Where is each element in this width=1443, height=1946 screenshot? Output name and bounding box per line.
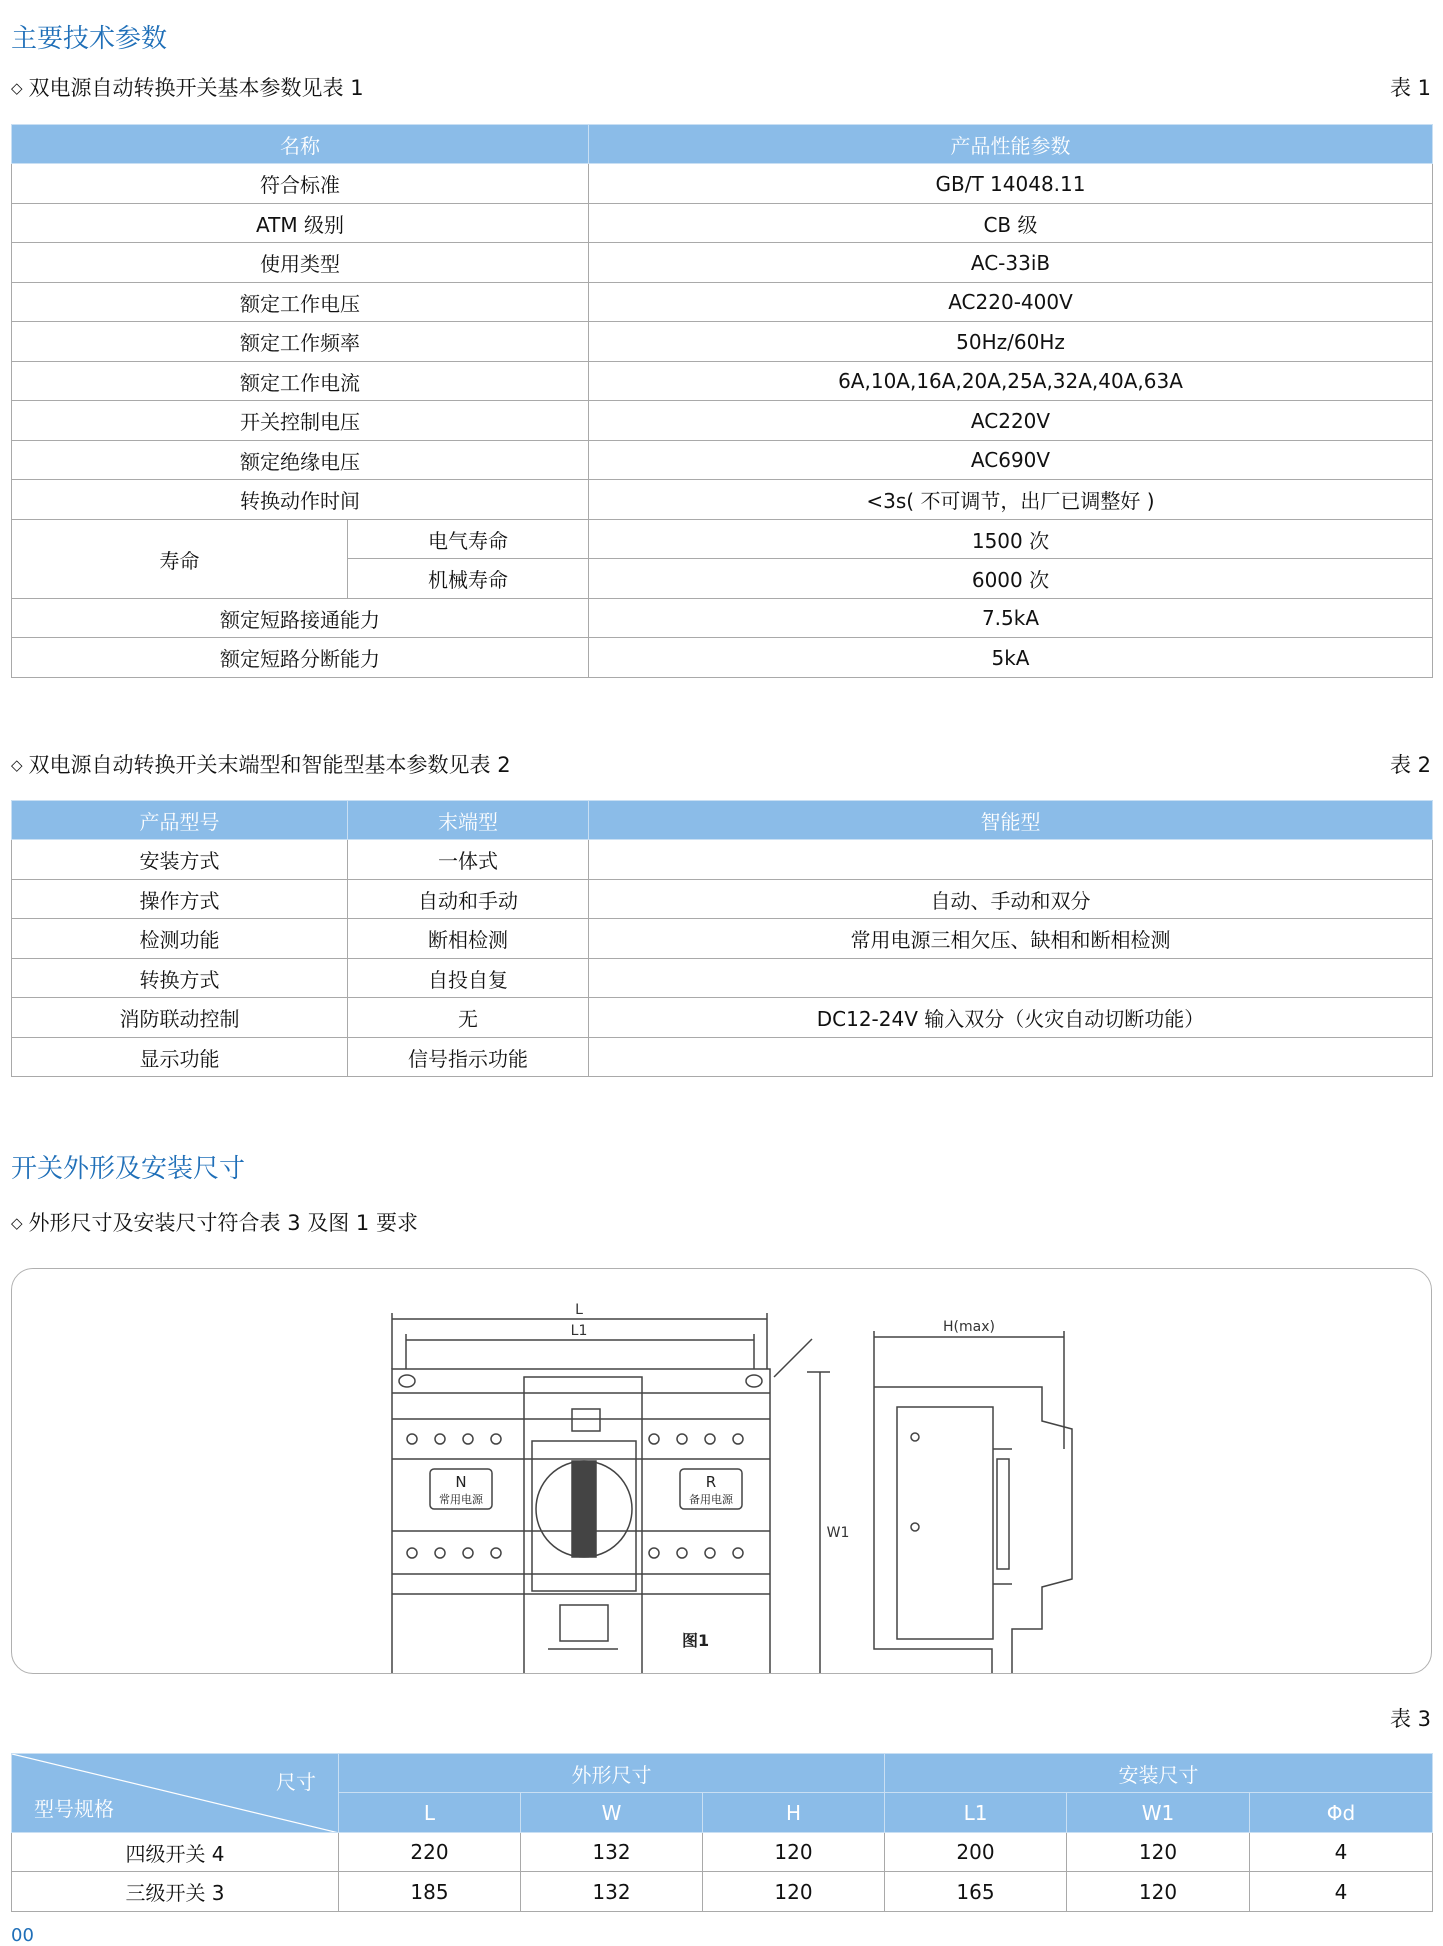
table1-electrical-life-label: 电气寿命	[348, 520, 589, 559]
table1-row-label: 额定短路接通能力	[12, 599, 589, 638]
table3-col-H: H	[703, 1793, 885, 1833]
table2-cell	[589, 840, 1433, 880]
table3-col-L1: L1	[885, 1793, 1067, 1833]
table3-row-name: 三级开关 3	[12, 1872, 339, 1912]
table2-cell: 无	[348, 998, 589, 1038]
table2-cell: 一体式	[348, 840, 589, 880]
dim-line-phi	[774, 1339, 812, 1377]
table2-cell: DC12-24V 输入双分（火灾自动切断功能）	[589, 998, 1433, 1038]
table3-cell: 4	[1250, 1872, 1433, 1912]
table1-row-label: 符合标准	[12, 164, 589, 204]
table2-header-model: 产品型号	[12, 801, 348, 840]
table1-row-label: 额定绝缘电压	[12, 441, 589, 480]
figure-label-R: R	[705, 1473, 717, 1491]
table1-row-value: AC220-400V	[589, 283, 1433, 322]
table2-header-terminal: 末端型	[348, 801, 589, 840]
table1-row-value: 50Hz/60Hz	[589, 322, 1433, 362]
table3-cell: 120	[1067, 1872, 1250, 1912]
table2-cell: 常用电源三相欠压、缺相和断相检测	[589, 919, 1433, 959]
diamond-icon: ◇	[11, 79, 23, 97]
table2-cell	[589, 1038, 1433, 1077]
table3-cell: 120	[1067, 1833, 1250, 1872]
table1-row-value: AC-33iB	[589, 243, 1433, 283]
table2-subtitle	[11, 751, 511, 781]
figure-subtitle	[11, 1209, 418, 1239]
table1-row-label: 转换动作时间	[12, 480, 589, 520]
table-2-model-comparison	[11, 800, 1433, 1077]
table3-cell: 132	[521, 1833, 703, 1872]
figure-label-R-sub: 备用电源	[689, 1493, 733, 1506]
figure-dim-W1: W1	[826, 1525, 850, 1541]
table3-diagonal-header	[12, 1754, 339, 1833]
table1-row-value: 6A,10A,16A,20A,25A,32A,40A,63A	[589, 362, 1433, 401]
table1-row-value: 7.5kA	[589, 599, 1433, 638]
table3-cell: 220	[339, 1833, 521, 1872]
table1-subtitle-text: 双电源自动转换开关基本参数见表 1	[28, 76, 364, 100]
diag-bottom-label: 型号规格	[34, 1797, 114, 1821]
table-3-dimensions	[11, 1753, 1433, 1912]
table3-group-outer: 外形尺寸	[339, 1754, 885, 1793]
table1-life-label: 寿命	[12, 520, 348, 599]
figure-dim-L1: L1	[570, 1323, 588, 1339]
table2-cell: 自投自复	[348, 959, 589, 998]
figure-subtitle-text: 外形尺寸及安装尺寸符合表 3 及图 1 要求	[28, 1211, 418, 1235]
table2-cell	[589, 959, 1433, 998]
table1-subtitle	[11, 74, 364, 104]
diag-top-label: 尺寸	[276, 1770, 316, 1794]
section-title-parameters: 主要技术参数	[11, 24, 168, 54]
table2-cell: 自动、手动和双分	[589, 880, 1433, 919]
table1-row-value: CB 级	[589, 204, 1433, 243]
table3-cell: 4	[1250, 1833, 1433, 1872]
table1-mechanical-life-label: 机械寿命	[348, 559, 589, 599]
table1-row-value: 5kA	[589, 638, 1433, 678]
figure-dim-L: L	[575, 1302, 583, 1318]
section-title-dimensions: 开关外形及安装尺寸	[11, 1154, 246, 1184]
table2-cell: 自动和手动	[348, 880, 589, 919]
figure-label-N: N	[455, 1473, 467, 1491]
table3-cell: 185	[339, 1872, 521, 1912]
table2-cell: 显示功能	[12, 1038, 348, 1077]
table2-cell: 操作方式	[12, 880, 348, 919]
table2-subtitle-text: 双电源自动转换开关末端型和智能型基本参数见表 2	[28, 753, 511, 777]
table3-group-install: 安装尺寸	[885, 1754, 1433, 1793]
table2-cell: 转换方式	[12, 959, 348, 998]
table2-cell: 断相检测	[348, 919, 589, 959]
table1-mechanical-life-value: 6000 次	[589, 559, 1433, 599]
table1-row-label: 额定短路分断能力	[12, 638, 589, 678]
switch-outline-drawing	[12, 1269, 1431, 1673]
figure-dim-Hmax: H(max)	[943, 1319, 995, 1335]
table1-row-label: 开关控制电压	[12, 401, 589, 441]
table1-electrical-life-value: 1500 次	[589, 520, 1433, 559]
figure-label-N-sub: 常用电源	[439, 1493, 483, 1506]
table3-row-name: 四级开关 4	[12, 1833, 339, 1872]
table3-cell: 120	[703, 1872, 885, 1912]
table1-row-value: GB/T 14048.11	[589, 164, 1433, 204]
table2-cell: 安装方式	[12, 840, 348, 880]
figure-caption: 图1	[682, 1631, 710, 1650]
table1-row-value: AC220V	[589, 401, 1433, 441]
table3-cell: 165	[885, 1872, 1067, 1912]
table1-row-value: AC690V	[589, 441, 1433, 480]
table1-row-value: <3s( 不可调节，出厂已调整好 )	[589, 480, 1433, 520]
table1-row-label: 额定工作电流	[12, 362, 589, 401]
table2-label: 表 2	[1389, 753, 1431, 777]
table1-header-params: 产品性能参数	[589, 125, 1433, 164]
table1-label: 表 1	[1389, 76, 1431, 100]
table3-cell: 200	[885, 1833, 1067, 1872]
side-view-profile	[874, 1387, 1072, 1673]
table1-row-label: 额定工作电压	[12, 283, 589, 322]
table3-cell: 132	[521, 1872, 703, 1912]
table3-cell: 120	[703, 1833, 885, 1872]
table2-cell: 消防联动控制	[12, 998, 348, 1038]
table1-header-name: 名称	[12, 125, 589, 164]
table2-cell: 信号指示功能	[348, 1038, 589, 1077]
table3-label: 表 3	[1389, 1707, 1431, 1731]
table3-col-W: W	[521, 1793, 703, 1833]
table1-row-label: 额定工作频率	[12, 322, 589, 362]
page-number: 00	[11, 1925, 34, 1946]
figure-1-box	[11, 1268, 1432, 1674]
table3-col-phid: Φd	[1250, 1793, 1433, 1833]
table-1-basic-parameters	[11, 124, 1433, 678]
table1-row-label: ATM 级别	[12, 204, 589, 243]
table1-row-label: 使用类型	[12, 243, 589, 283]
diamond-icon: ◇	[11, 756, 23, 774]
table2-header-intelligent: 智能型	[589, 801, 1433, 840]
table3-col-L: L	[339, 1793, 521, 1833]
table2-cell: 检测功能	[12, 919, 348, 959]
table3-col-W1: W1	[1067, 1793, 1250, 1833]
diamond-icon: ◇	[11, 1214, 23, 1232]
